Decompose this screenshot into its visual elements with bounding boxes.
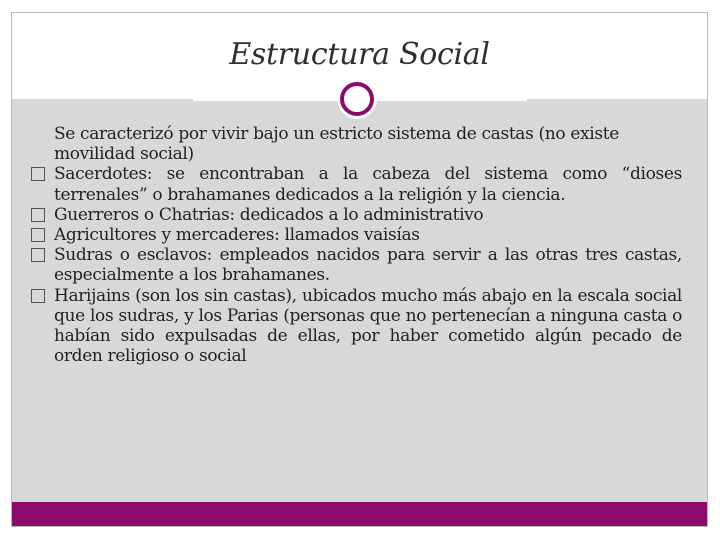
list-item bbox=[30, 286, 682, 367]
list-item bbox=[30, 245, 682, 285]
list-item-text: Harijains (son los sin castas), ubicados mucho más abajo en la escala social que los sudras, y los Parias (personas que no pertenecían a ninguna casta o habían sido expulsadas de ellas, por haber cometido algún pecado de orden religioso o social bbox=[54, 285, 682, 367]
list-item-text: Guerreros o Chatrias: dedicados a lo administrativo bbox=[54, 204, 484, 225]
intro-paragraph: Se caracterizó por vivir bajo un estricto sistema de castas (no existe movilidad social) bbox=[54, 124, 619, 165]
bottom-accent-bar bbox=[12, 502, 707, 526]
checkbox-square-icon bbox=[31, 248, 45, 262]
slide-body bbox=[30, 124, 682, 366]
list-item bbox=[30, 225, 682, 245]
checkbox-square-icon bbox=[31, 228, 45, 242]
list-item-text: Sudras o esclavos: empleados nacidos para servir a las otras tres castas, especialmente a los brahamanes. bbox=[54, 245, 682, 286]
list-item-text: Sacerdotes: se encontraban a la cabeza del sistema como “dioses terrenales” o brahamanes dedicados a la religión y la ciencia. bbox=[54, 164, 682, 205]
checkbox-square-icon bbox=[31, 208, 45, 222]
checkbox-square-icon bbox=[31, 289, 45, 303]
list-item bbox=[30, 205, 682, 225]
ring-shape bbox=[340, 82, 374, 116]
circle-ring-icon bbox=[337, 79, 377, 119]
list-item bbox=[30, 164, 682, 204]
checkbox-square-icon bbox=[31, 167, 45, 181]
list-item-text: Agricultores y mercaderes: llamados vaisías bbox=[54, 225, 420, 246]
slide-title: Estructura Social bbox=[229, 37, 490, 72]
